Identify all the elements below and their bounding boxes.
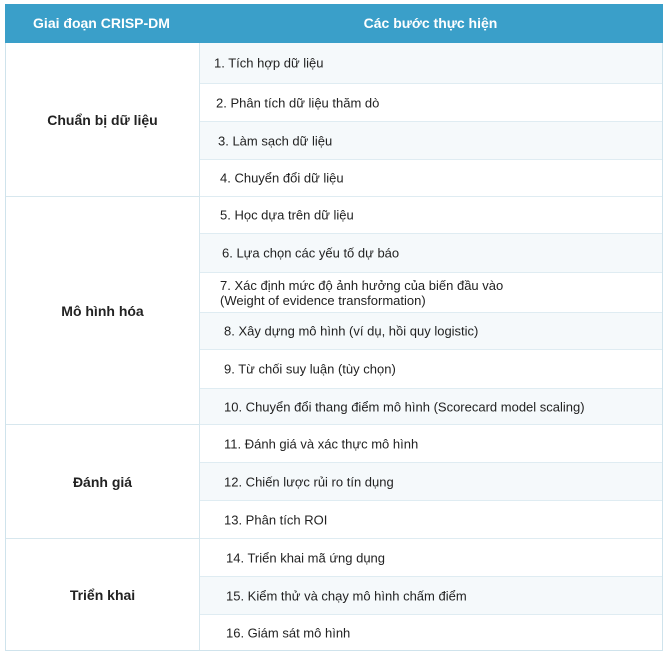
step-text: 3. Làm sạch dữ liệu — [218, 133, 333, 148]
step-text: 12. Chiến lược rủi ro tín dụng — [224, 474, 394, 489]
table-body — [5, 43, 663, 651]
step-text: 5. Học dựa trên dữ liệu — [220, 207, 354, 223]
phase-cell — [6, 197, 199, 425]
step-text: 15. Kiểm thử và chạy mô hình chấm điểm — [226, 588, 467, 603]
phase-cell — [6, 539, 199, 650]
step-text: 2. Phân tích dữ liệu thăm dò — [216, 95, 380, 110]
table-row — [200, 577, 662, 615]
step-text: 16. Giám sát mô hình — [226, 625, 351, 640]
table-row — [200, 43, 662, 84]
crisp-dm-table — [5, 4, 663, 651]
phase-cell — [6, 43, 199, 197]
step-text: 1. Tích hợp dữ liệu — [214, 55, 324, 71]
table-row — [200, 350, 662, 389]
step-subtitle: (Weight of evidence transformation) — [220, 292, 426, 308]
table-row — [200, 122, 662, 160]
table-header — [5, 4, 663, 43]
step-text: 7. Xác định mức độ ảnh hưởng của biến đầu vào — [220, 277, 504, 293]
step-text-multiline — [220, 278, 654, 308]
phase-cell — [6, 425, 199, 539]
table-row — [200, 539, 662, 577]
table-row — [200, 160, 662, 197]
header-steps: Các bước thực hiện — [363, 15, 498, 31]
table-row — [200, 425, 662, 463]
step-text: 4. Chuyển đổi dữ liệu — [220, 170, 344, 186]
step-text: 14. Triển khai mã ứng dụng — [226, 550, 386, 565]
table-row — [200, 615, 662, 650]
table-row — [200, 313, 662, 350]
phase-label: Chuẩn bị dữ liệu — [47, 111, 158, 128]
table-row — [200, 234, 662, 273]
phase-label: Mô hình hóa — [61, 302, 144, 319]
table-row — [200, 501, 662, 539]
phase-label: Đánh giá — [72, 473, 133, 490]
table-row — [200, 273, 662, 313]
step-text: 10. Chuyển đổi thang điểm mô hình (Scorecard model scaling) — [224, 399, 585, 414]
table-row — [200, 84, 662, 122]
step-text: 8. Xây dựng mô hình (ví dụ, hồi quy logistic) — [224, 323, 479, 339]
step-text: 13. Phân tích ROI — [224, 512, 328, 527]
table-row — [200, 463, 662, 501]
step-text: 6. Lựa chọn các yếu tố dự báo — [222, 245, 400, 261]
header-phase: Giai đoạn CRISP-DM — [33, 15, 170, 31]
phase-label: Triển khai — [69, 586, 136, 603]
table-row — [200, 389, 662, 425]
step-text: 11. Đánh giá và xác thực mô hình — [224, 436, 419, 451]
table-row — [200, 197, 662, 234]
step-text: 9. Từ chối suy luận (tùy chọn) — [224, 361, 396, 377]
